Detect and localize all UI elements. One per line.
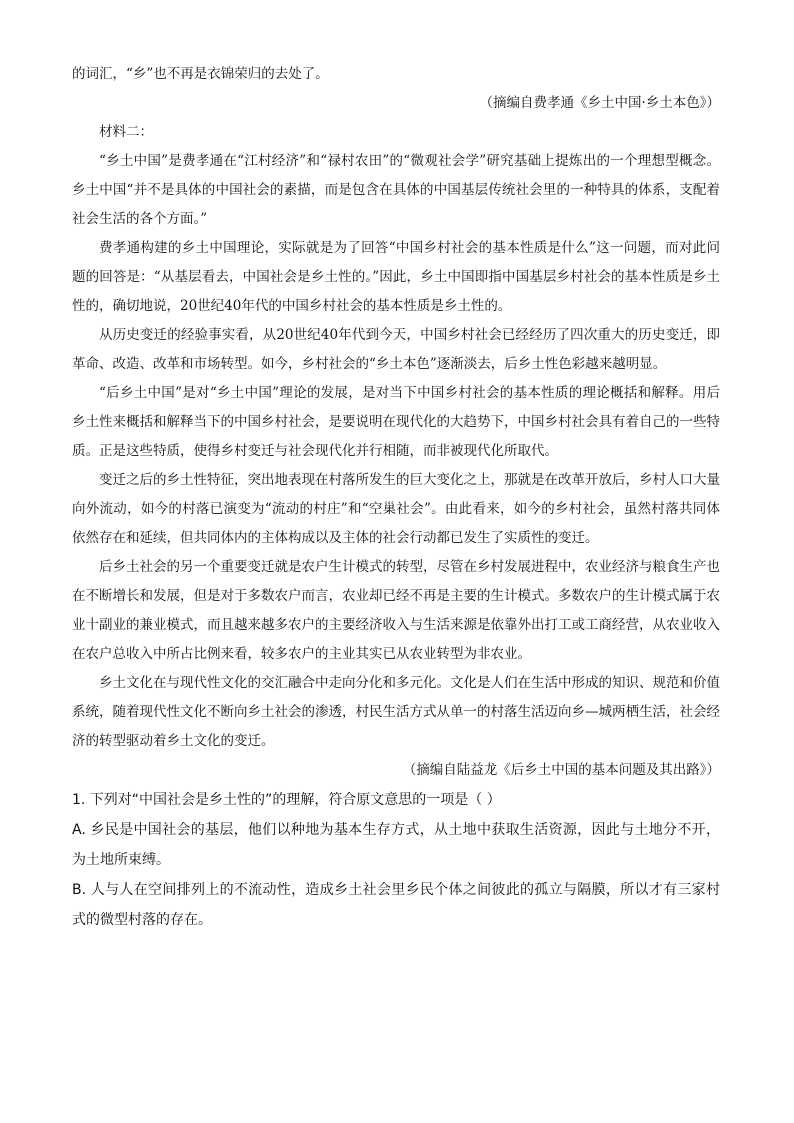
paragraph: “后乡土中国”是对“乡土中国”理论的发展，是对当下中国乡村社会的基本性质的理论概括和解释。用后乡土性来概括和解释当下的中国乡村社会，是要说明在现代化的大趋势下，中国乡村社会具有着自己的一些特质。正是这些特质，使得乡村变迁与社会现代化并行相随，而非被现代化所取代。 (72, 385, 720, 459)
source-citation-2: （摘编自陆益龙《后乡土中国的基本问题及其出路》） (402, 762, 720, 778)
paragraph: 后乡土社会的另一个重要变迁就是农户生计模式的转型，尽管在乡村发展进程中，农业经济与粮食生产也在不断增长和发展，但是对于多数农户而言，农业却已经不再是主要的生计模式。多数农户的生计模式属于农业十副业的兼业模式，而且越来越多农户的主要经济收入与生活来源是依靠外出打工或工商经营，从农业收入在农户总收入中所占比例来看，较多农户的主业其实已从农业转型为非农业。 (72, 559, 720, 662)
paragraph: 费孝通构建的乡土中国理论，实际就是为了回答“中国乡村社会的基本性质是什么”这一问题，而对此问题的回答是：“从基层看去，中国社会是乡土性的。”因此，乡土中国即指中国基层乡村社会的基本性质是乡土性的，确切地说，20世纪40年代的中国乡村社会的基本性质是乡土性的。 (72, 240, 720, 314)
document-page (72, 60, 720, 935)
paragraph: 从历史变迁的经验事实看，从20世纪40年代到今天，中国乡村社会已经经历了四次重大的历史变迁，即革命、改造、改革和市场转型。如今，乡村社会的“乡土本色”逐渐淡去，后乡土性色彩越来越明显。 (72, 327, 720, 372)
question-stem: 1. 下列对“中国社会是乡土性的”的理解，符合原文意思的一项是（ ） (72, 792, 501, 808)
option-b: B. 人与人在空间排列上的不流动性，造成乡土社会里乡民个体之间彼此的孤立与隔膜，所以才有三家村式的微型村落的存在。 (72, 882, 720, 928)
paragraph: “乡土中国”是费孝通在“江村经济”和“禄村农田”的“微观社会学”研究基础上提炼出的一个理想型概念。乡土中国“并不是具体的中国社会的素描，而是包含在具体的中国基层传统社会里的一种特具的体系，支配着社会生活的各个方面。” (72, 153, 720, 227)
paragraph: 乡土文化在与现代性文化的交汇融合中走向分化和多元化。文化是人们在生活中形成的知识、规范和价值系统，随着现代性文化不断向乡土社会的渗透，村民生活方式从单一的村落生活迈向乡—城两栖生活，社会经济的转型驱动着乡土文化的变迁。 (72, 675, 720, 749)
source-citation-1: （摘编自费孝通《乡土中国·乡土本色》） (479, 95, 720, 111)
option-a: A. 乡民是中国社会的基层，他们以种地为基本生存方式，从土地中获取生活资源，因此与土地分不开，为土地所束缚。 (72, 822, 720, 868)
intro-line: 的词汇，“乡”也不再是衣锦荣归的去处了。 (72, 66, 329, 82)
paragraph: 变迁之后的乡土性特征，突出地表现在村落所发生的巨大变化之上，那就是在改革开放后，乡村人口大量向外流动，如今的村落已演变为“流动的村庄”和“空巢社会”。由此看来，如今的乡村社会，虽然村落共同体依然存在和延续，但共同体内的主体构成以及主体的社会行动都已发生了实质性的变迁。 (72, 472, 720, 546)
material-label: 材料二： (99, 124, 153, 140)
